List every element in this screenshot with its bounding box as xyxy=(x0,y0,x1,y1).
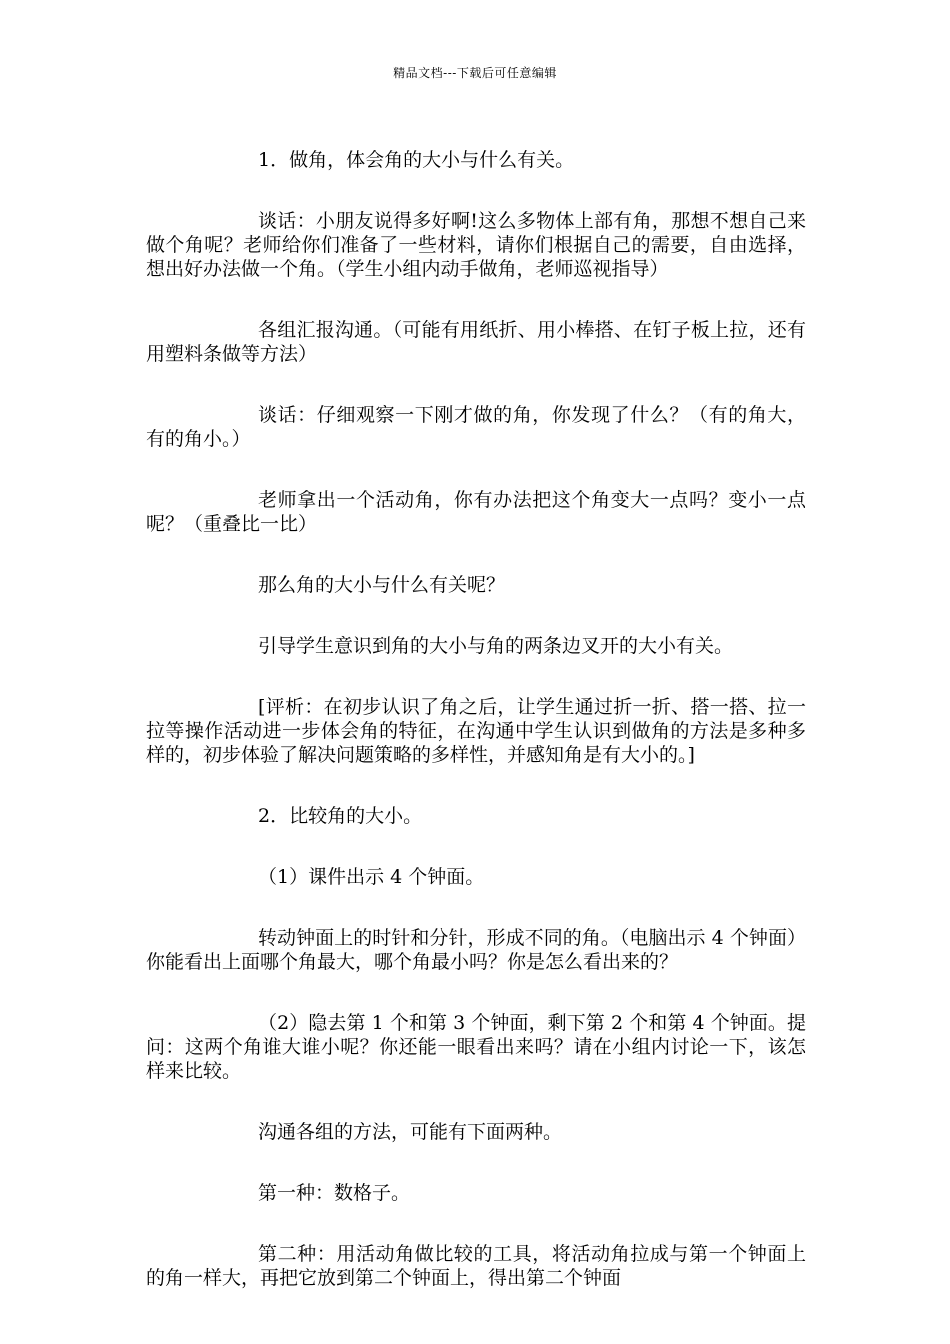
paragraph: 那么角的大小与什么有关呢？ xyxy=(258,574,506,596)
paragraph: 谈话：小朋友说得多好啊!这么多物体上部有角，那想不想自己来做个角呢？老师给你们准备了一些材料，请你们根据自己的需要，自由选择，想出好办法做一个角。（学生小组内动手做角，老师巡视指导） xyxy=(146,210,806,280)
paragraph: 1．做角，体会角的大小与什么有关。 xyxy=(258,149,575,171)
paragraph: 谈话：仔细观察一下刚才做的角，你发现了什么？（有的角大，有的角小。） xyxy=(146,404,806,450)
document-body xyxy=(146,148,806,1290)
paragraph: （2）隐去第 1 个和第 3 个钟面，剩下第 2 个和第 4 个钟面。提问：这两个角谁大谁小呢？你还能一眼看出来吗？请在小组内讨论一下，该怎样来比较。 xyxy=(146,1012,806,1082)
paragraph: 引导学生意识到角的大小与角的两条边叉开的大小有关。 xyxy=(258,635,734,657)
paragraph: 第二种：用活动角做比较的工具，将活动角拉成与第一个钟面上的角一样大，再把它放到第二个钟面上，得出第二个钟面 xyxy=(146,1243,806,1289)
paragraph: 第一种：数格子。 xyxy=(258,1182,411,1204)
paragraph: （1）课件出示 4 个钟面。 xyxy=(258,866,485,888)
paragraph: 沟通各组的方法，可能有下面两种。 xyxy=(258,1121,563,1143)
paragraph: 转动钟面上的时针和分针，形成不同的角。（电脑出示 4 个钟面）你能看出上面哪个角最大，哪个角最小吗？你是怎么看出来的？ xyxy=(146,927,806,973)
paragraph: 2．比较角的大小。 xyxy=(258,805,423,827)
page-header: 精品文档---下载后可任意编辑 xyxy=(393,66,557,80)
paragraph: 老师拿出一个活动角，你有办法把这个角变大一点吗？变小一点呢？（重叠比一比） xyxy=(146,489,806,535)
paragraph: 各组汇报沟通。（可能有用纸折、用小棒搭、在钉子板上拉，还有用塑料条做等方法） xyxy=(146,319,806,365)
paragraph: [评析：在初步认识了角之后，让学生通过折一折、搭一搭、拉一拉等操作活动进一步体会角的特征，在沟通中学生认识到做角的方法是多种多样的，初步体验了解决问题策略的多样性，并感知角是有大小的。] xyxy=(146,696,806,766)
